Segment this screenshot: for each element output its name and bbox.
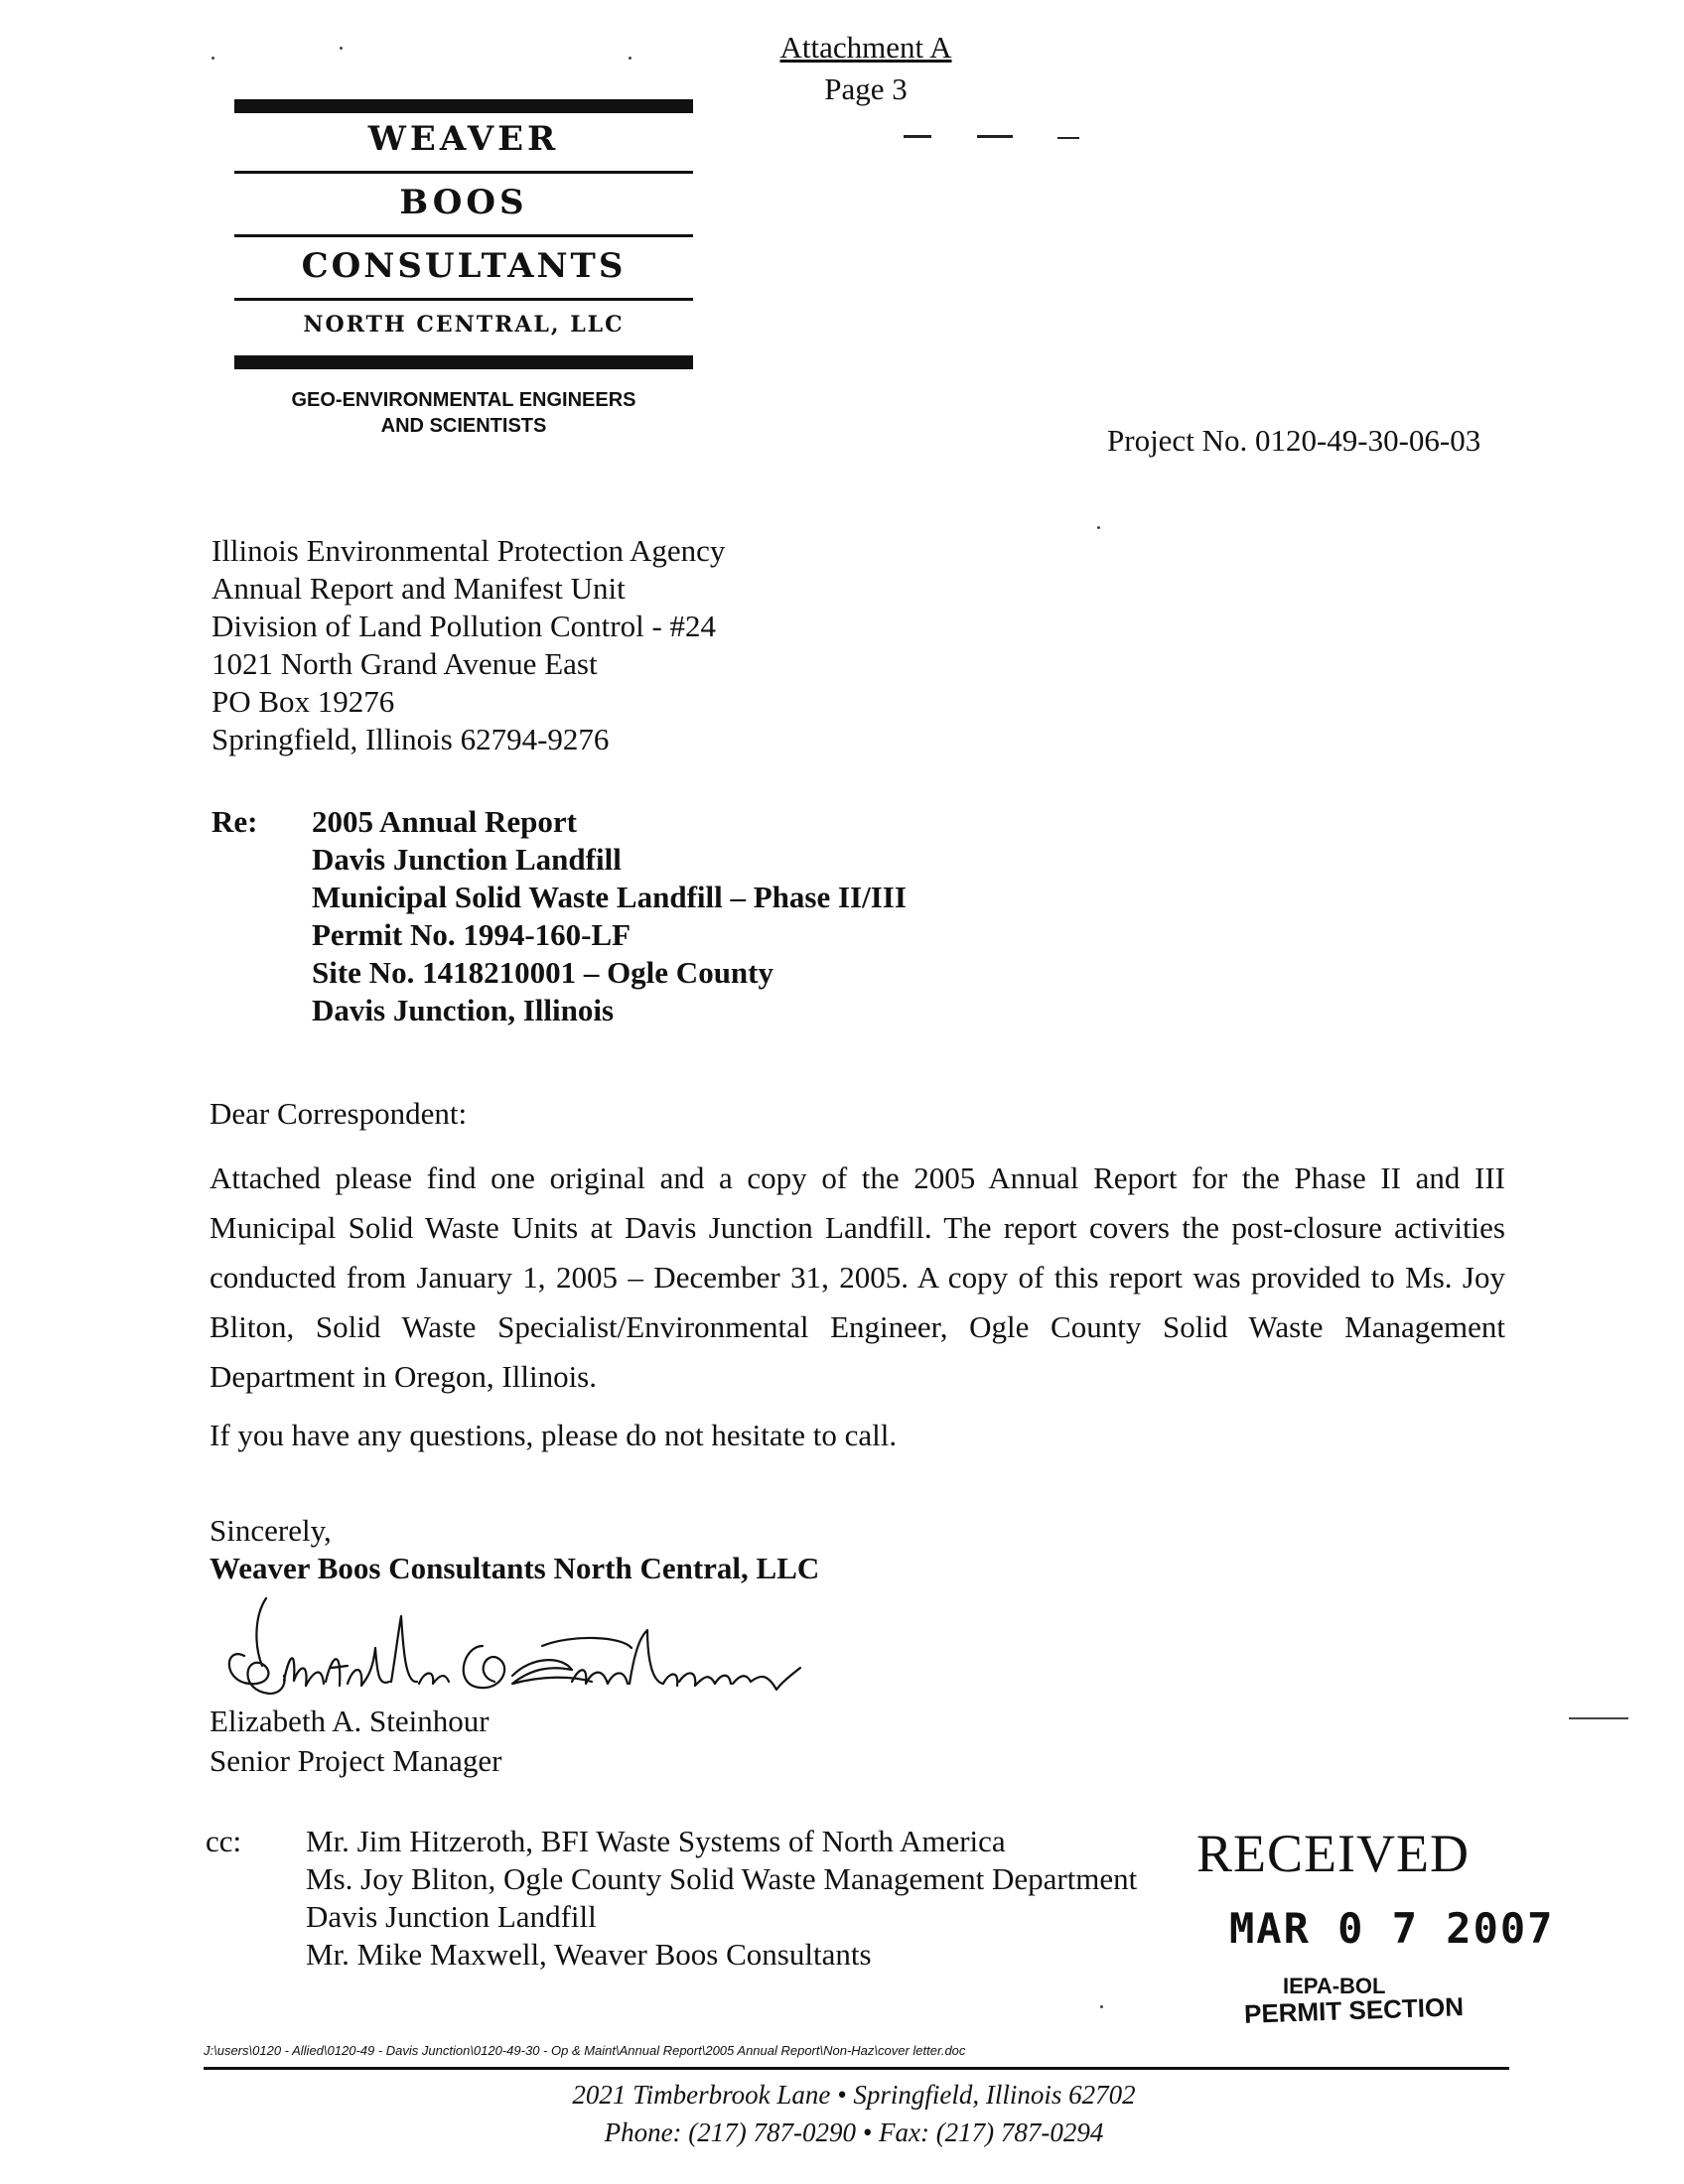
cc-recipient: Mr. Mike Maxwell, Weaver Boos Consultants bbox=[306, 1937, 872, 1972]
footer-address: 2021 Timberbrook Lane • Springfield, Illinois 62702 bbox=[572, 2080, 1136, 2110]
attachment-page-number: Page 3 bbox=[824, 71, 908, 106]
company-signature-line: Weaver Boos Consultants North Central, LLC bbox=[210, 1551, 820, 1585]
logo-rule bbox=[234, 234, 693, 237]
stamp-agency: IEPA-BOL bbox=[1283, 1974, 1386, 1998]
footer-phone: Phone: (217) 787-0290 • Fax: (217) 787-0294 bbox=[604, 2117, 1104, 2147]
address-line: Division of Land Pollution Control - #24 bbox=[211, 609, 717, 643]
company-logo bbox=[234, 95, 693, 443]
logo-rule bbox=[234, 171, 693, 174]
cc-recipient: Ms. Joy Bliton, Ogle County Solid Waste Management Department bbox=[306, 1861, 1138, 1896]
scan-mark bbox=[977, 135, 1013, 138]
stamp-date: MAR 0 7 2007 bbox=[1229, 1904, 1555, 1953]
subject-line: Site No. 1418210001 – Ogle County bbox=[312, 955, 773, 990]
salutation: Dear Correspondent: bbox=[210, 1096, 468, 1131]
closing-question: If you have any questions, please do not hesitate to call. bbox=[210, 1418, 898, 1452]
body-paragraph: Attached please find one original and a copy of the 2005 Annual Report for the Phase II and III Municipal Solid Waste Units at Davis Junction Landfill. The report covers the post-closure activities conducted from January 1, 2005 – December 31, 2005. A copy of this report was provided to Ms. Joy Bliton, Solid Waste Specialist/Environmental Engineer, Ogle County Solid Waste Management Department in Oregon, Illinois. bbox=[210, 1160, 1505, 1394]
scan-mark bbox=[904, 135, 931, 138]
project-number: Project No. 0120-49-30-06-03 bbox=[1107, 423, 1481, 458]
logo-text-north-central: NORTH CENTRAL, LLC bbox=[303, 312, 625, 338]
subject-line: Permit No. 1994-160-LF bbox=[312, 917, 632, 952]
logo-text-consultants: CONSULTANTS bbox=[301, 246, 627, 286]
address-line: PO Box 19276 bbox=[211, 684, 395, 719]
logo-rule bbox=[234, 298, 693, 301]
address-line: Springfield, Illinois 62794-9276 bbox=[211, 722, 610, 756]
subject-line: Davis Junction Landfill bbox=[312, 842, 622, 877]
subject-line: Davis Junction, Illinois bbox=[312, 993, 615, 1027]
scan-speck bbox=[211, 57, 214, 60]
logo-bar bbox=[234, 99, 693, 113]
cc-recipient: Mr. Jim Hitzeroth, BFI Waste Systems of North America bbox=[306, 1824, 1006, 1858]
address-line: Annual Report and Manifest Unit bbox=[211, 571, 626, 606]
logo-text-boos: BOOS bbox=[399, 183, 528, 222]
signer-title: Senior Project Manager bbox=[210, 1743, 502, 1778]
re-label: Re: bbox=[211, 804, 258, 839]
logo-text-weaver: WEAVER bbox=[367, 119, 560, 159]
file-path: J:\users\0120 - Allied\0120-49 - Davis Junction\0120-49-30 - Op & Maint\Annual Report\2005 Annual Report\Non-Haz\cover letter.doc bbox=[204, 2043, 966, 2058]
subject-line: 2005 Annual Report bbox=[312, 804, 577, 839]
closing: Sincerely, bbox=[210, 1513, 332, 1548]
subject-line: Municipal Solid Waste Landfill – Phase II/III bbox=[312, 880, 907, 914]
scan-speck bbox=[1100, 2005, 1103, 2008]
address-line: 1021 North Grand Avenue East bbox=[211, 646, 598, 681]
address-line: Illinois Environmental Protection Agency bbox=[211, 533, 726, 568]
logo-tagline-2: AND SCIENTISTS bbox=[380, 415, 547, 437]
scan-speck bbox=[340, 47, 343, 50]
stamp-section: PERMIT SECTION bbox=[1243, 1991, 1465, 2029]
scan-speck bbox=[629, 57, 632, 60]
scan-speck bbox=[1569, 1717, 1628, 1719]
logo-bar bbox=[234, 355, 693, 369]
handwritten-signature bbox=[214, 1586, 850, 1715]
stamp-received-text: RECEIVED bbox=[1196, 1824, 1470, 1883]
signer-name: Elizabeth A. Steinhour bbox=[210, 1704, 490, 1738]
scan-speck bbox=[1097, 526, 1100, 529]
cc-recipient: Davis Junction Landfill bbox=[306, 1899, 597, 1934]
footer-divider bbox=[204, 2067, 1509, 2070]
scan-mark bbox=[1057, 137, 1079, 139]
logo-tagline-1: GEO-ENVIRONMENTAL ENGINEERS bbox=[291, 389, 636, 411]
attachment-label: Attachment A bbox=[779, 30, 952, 65]
cc-label: cc: bbox=[206, 1824, 242, 1858]
